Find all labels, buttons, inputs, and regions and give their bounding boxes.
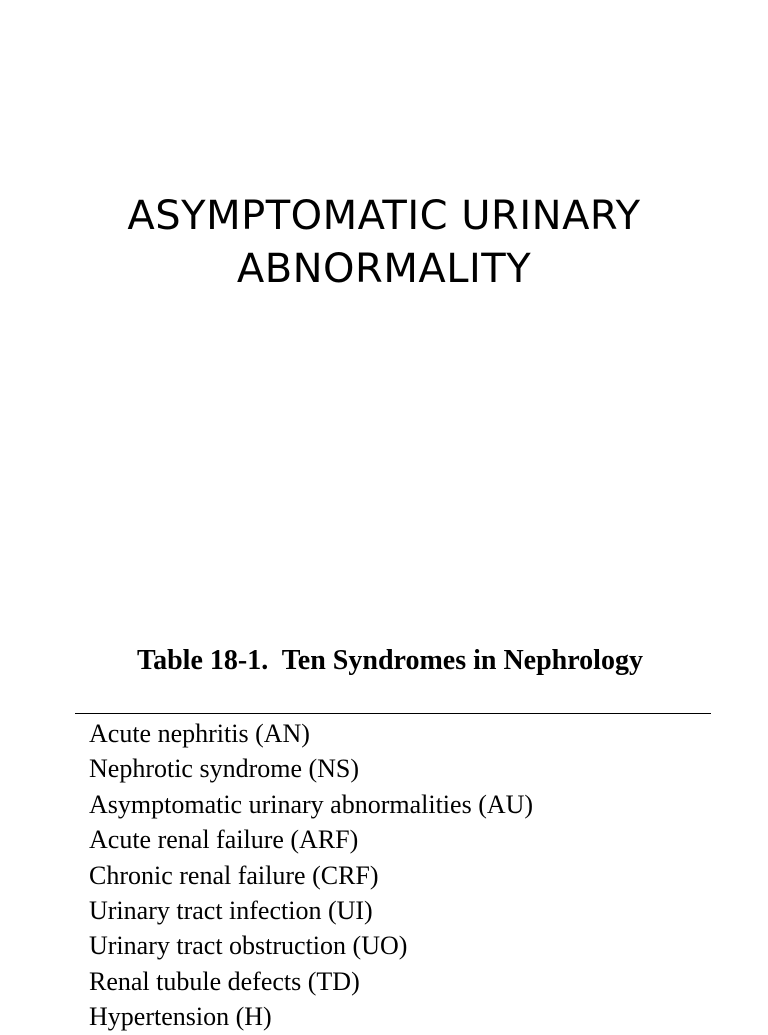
- table-top-rule: [75, 713, 711, 714]
- syndrome-row: Renal tubule defects (TD): [89, 966, 360, 996]
- syndrome-row: Hypertension (H): [89, 1002, 272, 1032]
- syndrome-row: Asymptomatic urinary abnormalities (AU): [89, 789, 534, 819]
- syndrome-row: Acute renal failure (ARF): [89, 825, 359, 855]
- syndrome-list: [89, 716, 533, 1035]
- syndrome-row: Urinary tract obstruction (UO): [89, 931, 408, 961]
- syndrome-row: Chronic renal failure (CRF): [89, 860, 379, 890]
- syndrome-row: Acute nephritis (AN): [89, 719, 310, 748]
- slide-title: [0, 190, 768, 296]
- syndrome-row: Urinary tract infection (UI): [89, 896, 373, 926]
- table-caption: Table 18-1. Ten Syndromes in Nephrology: [137, 645, 643, 676]
- slide-title-line-2: ABNORMALITY: [236, 246, 532, 292]
- syndrome-row: Nephrotic syndrome (NS): [89, 754, 360, 784]
- slide-title-line-1: ASYMPTOMATIC URINARY: [127, 193, 641, 239]
